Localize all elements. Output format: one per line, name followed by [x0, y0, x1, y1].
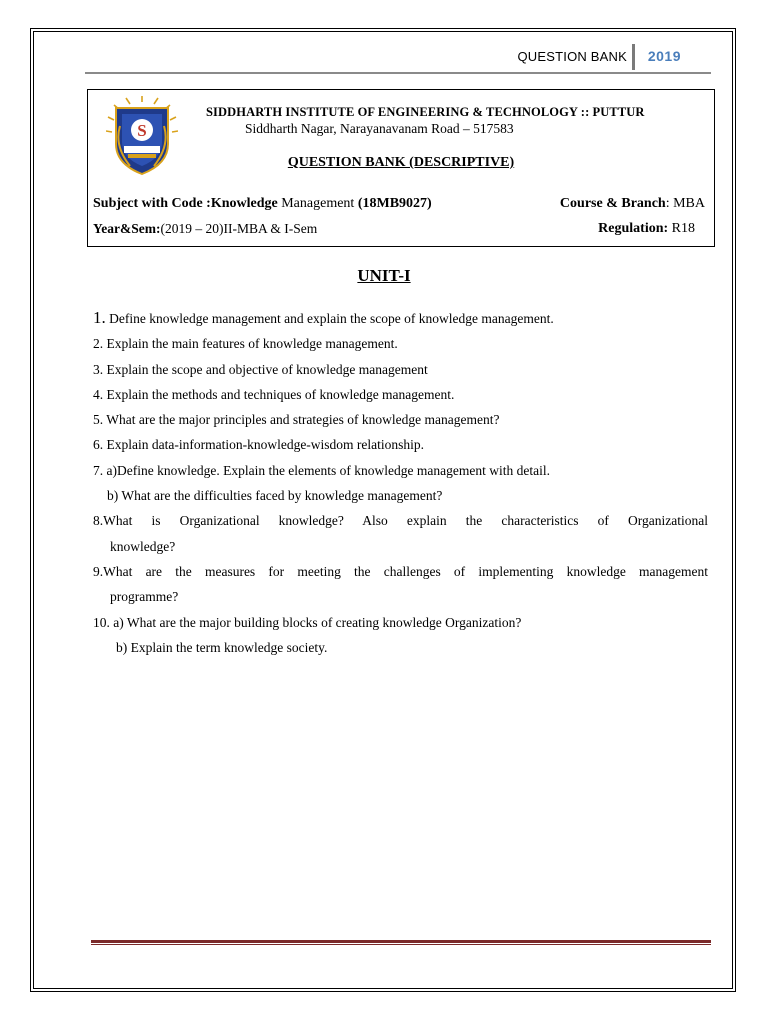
- question-item: [93, 610, 708, 635]
- regulation-value: R18: [668, 221, 695, 236]
- regulation-info: [598, 221, 695, 237]
- header-divider: [632, 44, 635, 70]
- subject-info: [93, 196, 432, 212]
- question-number: 10.: [93, 614, 110, 630]
- question-text: Explain the methods and techniques of knowledge management.: [103, 386, 455, 402]
- header-label: QUESTION BANK: [517, 49, 627, 64]
- footer-rule-thin: [91, 944, 711, 945]
- question-number: 4.: [93, 386, 104, 402]
- question-text: Explain the scope and objective of knowledge management: [103, 361, 428, 377]
- course-label: Course & Branch: [559, 196, 666, 211]
- institute-info-box: [87, 89, 715, 247]
- subject-value-rest: Management (18MB9027): [281, 196, 432, 211]
- subject-label: Subject with Code :: [93, 196, 211, 211]
- question-item: [93, 559, 708, 584]
- page-header: [85, 44, 711, 74]
- course-info: [560, 196, 705, 212]
- question-number: 3.: [93, 361, 104, 377]
- question-text: b) Explain the term knowledge society.: [116, 639, 328, 655]
- question-text: knowledge?: [110, 538, 176, 554]
- question-text: Define knowledge management and explain the scope of knowledge management.: [105, 311, 554, 326]
- question-number: 2.: [93, 336, 104, 352]
- question-list: [93, 305, 708, 660]
- course-value: : MBA: [665, 196, 705, 211]
- question-text: What is Organizational knowledge? Also explain the characteristics of Organizational: [103, 513, 708, 529]
- question-text: What are the major principles and strategies of knowledge management?: [103, 412, 500, 428]
- question-text: a) What are the major building blocks of creating knowledge Organization?: [109, 614, 522, 630]
- question-number: 7.: [93, 462, 104, 478]
- question-item: [93, 432, 708, 457]
- question-number: 5.: [93, 412, 104, 428]
- regulation-label: Regulation:: [598, 221, 669, 236]
- question-text: Explain the main features of knowledge management.: [103, 336, 398, 352]
- question-text: programme?: [110, 589, 179, 605]
- year-sem-info: [93, 221, 317, 237]
- question-text: b) What are the difficulties faced by knowledge management?: [107, 488, 443, 504]
- question-item: [93, 331, 708, 356]
- institute-name: SIDDHARTH INSTITUTE OF ENGINEERING & TECHNOLOGY :: PUTTUR: [206, 105, 645, 119]
- question-number: 1.: [93, 308, 106, 327]
- question-number: 9.: [93, 563, 104, 579]
- question-item: [93, 357, 708, 382]
- document-title: QUESTION BANK (DESCRIPTIVE): [287, 155, 515, 170]
- question-item: [93, 458, 708, 483]
- year-sem-label: Year&Sem:: [93, 221, 161, 236]
- question-continuation: [93, 534, 708, 559]
- question-item: [93, 382, 708, 407]
- question-continuation: [93, 584, 708, 609]
- subject-value-bold: Knowledge: [210, 196, 278, 211]
- question-item: [93, 508, 708, 533]
- footer-rule: [91, 940, 711, 943]
- question-item: [93, 305, 708, 331]
- question-item: [93, 407, 708, 432]
- svg-text:S: S: [137, 121, 147, 140]
- question-subitem: [93, 483, 708, 508]
- year-sem-value: (2019 – 20)II-MBA & I-Sem: [160, 221, 318, 236]
- question-text: What are the measures for meeting the challenges of implementing knowledge management: [103, 563, 708, 579]
- header-year: 2019: [647, 48, 681, 64]
- unit-heading: UNIT-I: [357, 266, 411, 285]
- question-subitem: [93, 635, 708, 660]
- question-text: Explain data-information-knowledge-wisdom relationship.: [103, 437, 425, 453]
- question-number: 8.: [93, 513, 104, 529]
- question-number: 6.: [93, 437, 104, 453]
- question-text: a)Define knowledge. Explain the elements of knowledge management with detail.: [103, 462, 550, 478]
- institute-address: Siddharth Nagar, Narayanavanam Road – 517583: [245, 121, 514, 136]
